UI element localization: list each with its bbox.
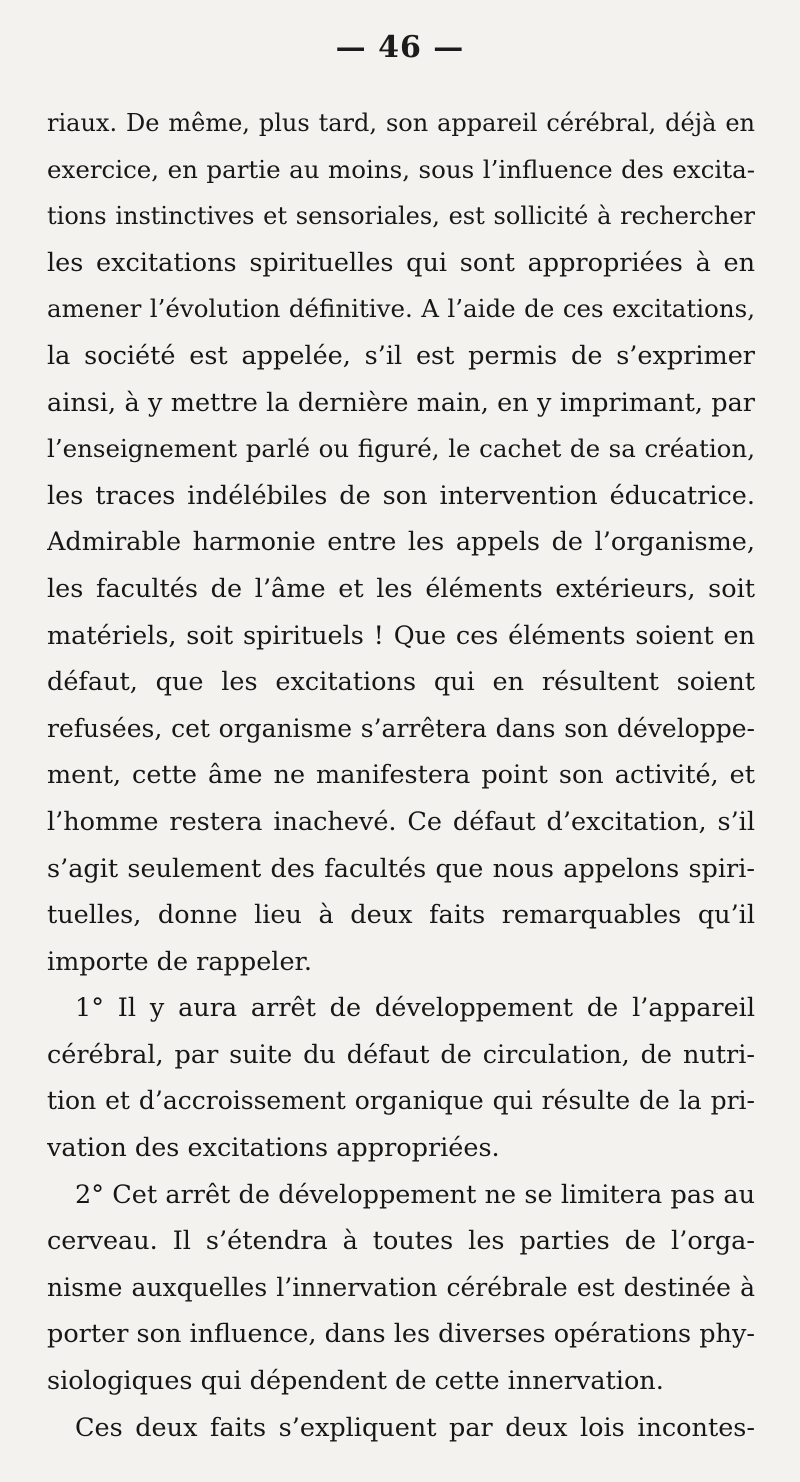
text-line: les excitations spirituelles qui sont appropriées à en — [47, 247, 755, 278]
text-line: nisme auxquelles l’innervation cérébrale est destinée à — [47, 1272, 755, 1302]
text-line: riaux. De même, plus tard, son appareil cérébral, déjà en — [47, 109, 755, 137]
text-line: la société est appelée, s’il est permis de s’exprimer — [47, 340, 755, 371]
text-line: cerveau. Il s’étendra à toutes les parties de l’orga- — [47, 1226, 755, 1257]
text-line: tions instinctives et sensoriales, est sollicité à rechercher — [47, 202, 755, 231]
text-line: 1° Il y aura arrêt de développement de l’appareil — [75, 993, 755, 1024]
text-line: porter son influence, dans les diverses opérations phy- — [47, 1319, 755, 1350]
text-line: cérébral, par suite du défaut de circulation, de nutri- — [47, 1039, 755, 1070]
text-line: importe de rappeler. — [47, 946, 313, 977]
text-line: matériels, soit spirituels ! Que ces éléments soient en — [47, 620, 755, 651]
text-line: s’agit seulement des facultés que nous appelons spiri- — [47, 853, 755, 884]
page-number: — 46 — — [335, 30, 465, 65]
text-line: l’enseignement parlé ou figuré, le cachet de sa création, — [47, 434, 755, 464]
text-line: refusées, cet organisme s’arrêtera dans son développe- — [47, 713, 755, 743]
text-line: les traces indélébiles de son intervention éducatrice. — [47, 480, 755, 511]
text-line: ment, cette âme ne manifestera point son activité, et — [47, 760, 755, 791]
text-line: l’homme restera inachevé. Ce défaut d’excitation, s’il — [47, 806, 755, 837]
text-line: tion et d’accroissement organique qui résulte de la pri- — [47, 1086, 755, 1116]
text-line: 2° Cet arrêt de développement ne se limitera pas au — [75, 1179, 755, 1210]
text-line: vation des excitations appropriées. — [47, 1133, 500, 1164]
text-line: défaut, que les excitations qui en résultent soient — [47, 667, 755, 698]
text-line: les facultés de l’âme et les éléments extérieurs, soit — [47, 573, 755, 604]
text-line: siologiques qui dépendent de cette innervation. — [47, 1366, 664, 1397]
text-line: amener l’évolution définitive. A l’aide de ces excitations, — [47, 294, 755, 324]
text-line: ainsi, à y mettre la dernière main, en y imprimant, par — [47, 387, 755, 418]
text-line: Admirable harmonie entre les appels de l’organisme, — [47, 527, 755, 558]
text-line: exercice, en partie au moins, sous l’influence des excita- — [47, 154, 755, 184]
body-text — [47, 100, 755, 1451]
text-line: tuelles, donne lieu à deux faits remarquables qu’il — [47, 900, 755, 931]
text-line: Ces deux faits s’expliquent par deux lois incontes- — [75, 1412, 755, 1443]
